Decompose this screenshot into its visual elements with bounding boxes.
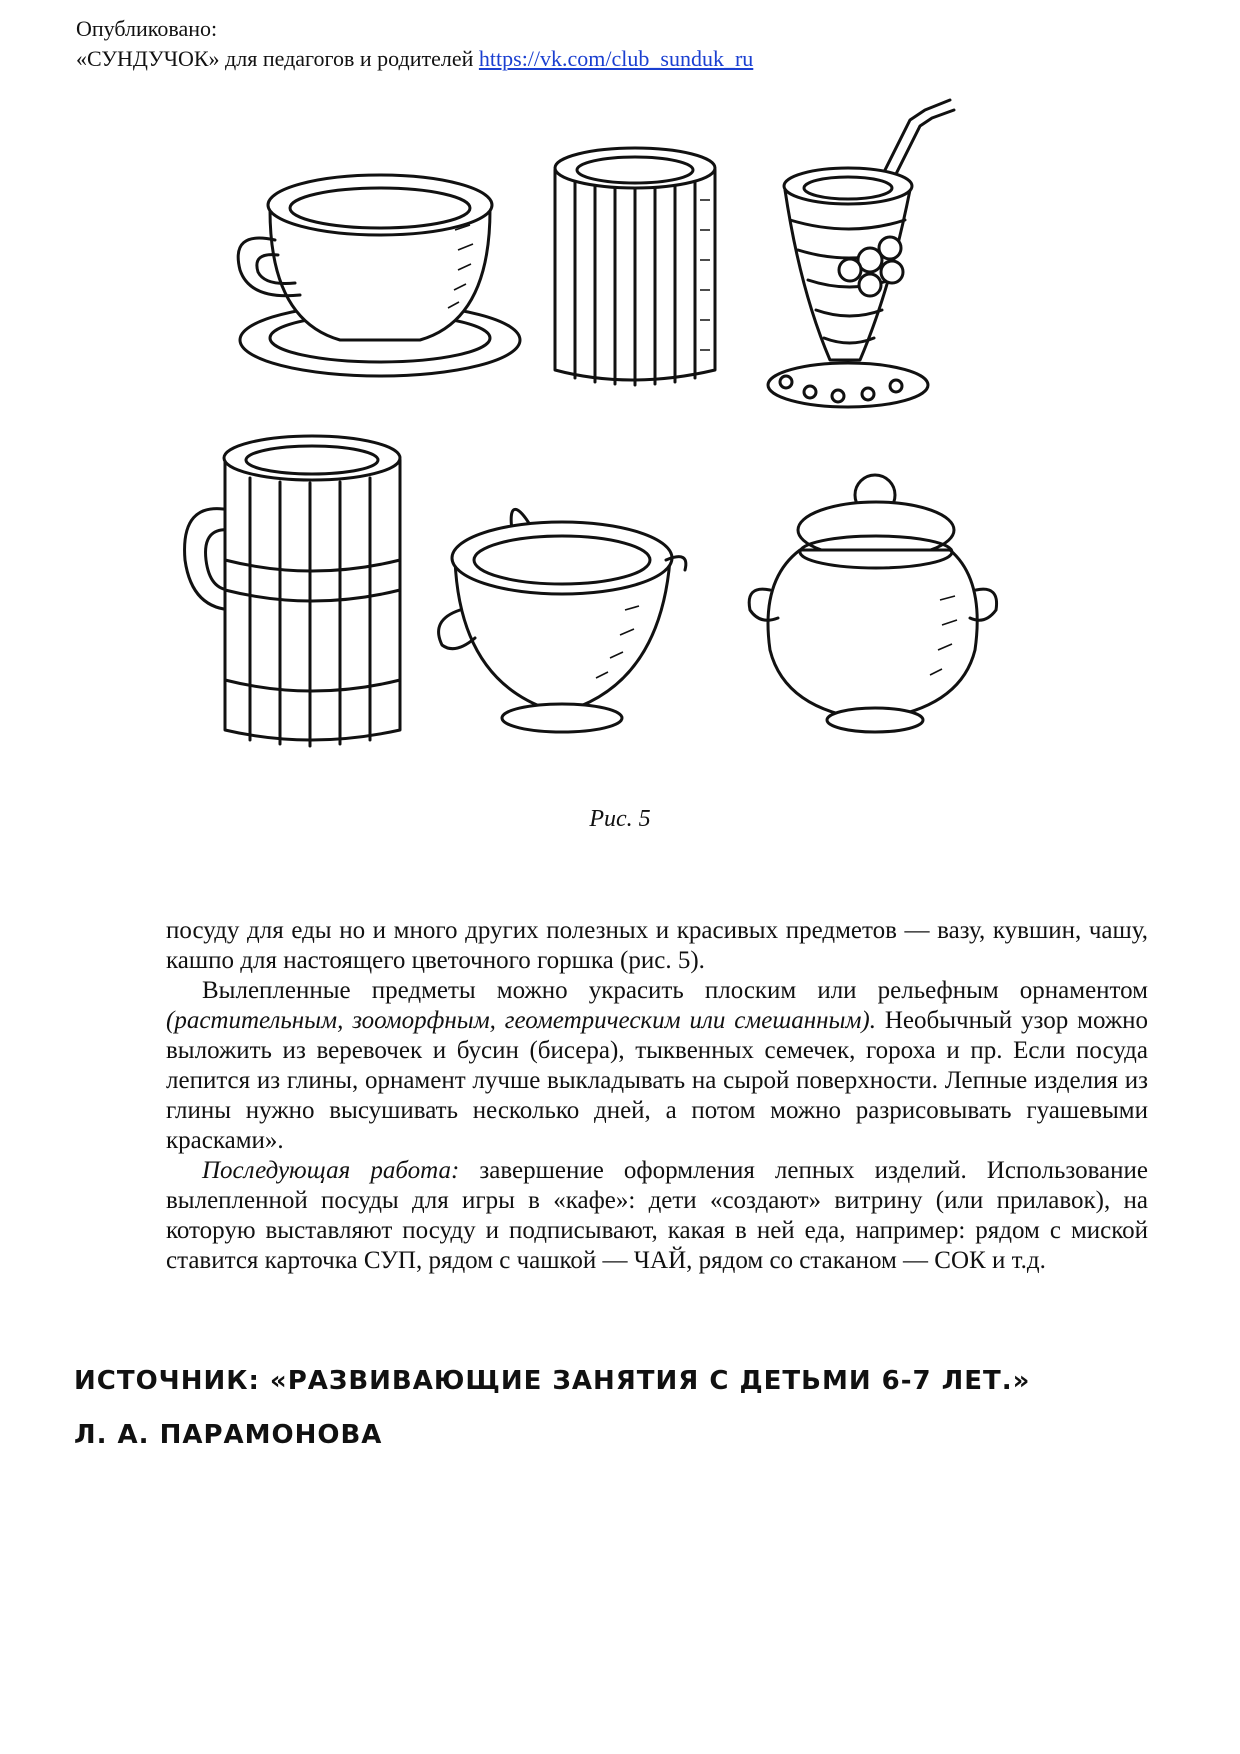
publisher-link[interactable]: https://vk.com/club_sunduk_ru <box>478 46 754 71</box>
paragraph-3-end: завершение оформления лепных изделий. Использование вылепленной посуды для игры в «кафе»: дети «создают» витрину (или прилавок), на которую выставляют посуду и подписывают, какая в ней еда, например: рядом с миской ставится карточка СУП, рядом с чашкой — ЧАЙ, рядом со стаканом — СОК и т.д. <box>166 1157 1149 1274</box>
figure-caption: Рис. 5 <box>589 806 651 832</box>
publisher-text: «СУНДУЧОК» для педагогов и родителей <box>76 46 474 71</box>
paragraph-2-italic: (растительным, зооморфным, геометрическим или смешанным). <box>166 1007 876 1034</box>
paragraph-2-end: Необычный узор можно выложить из веревочек и бусин (бисера), тыквенных семечек, гороха и пр. Если посуда лепится из глины, орнамент лучше выкладывать на сырой поверхности. Лепные изделия из глины нужно высушивать несколько дней, а потом можно разрисовывать гуашевыми красками». <box>166 1007 1148 1154</box>
article-body <box>166 916 1148 1276</box>
vase-with-straw-drawing <box>768 100 954 407</box>
paragraph-1: посуду для еды но и много других полезных и красивых предметов — вазу, кувшин, чашу, кашпо для настоящего цветочного горшка (рис. 5). <box>166 917 1148 974</box>
paragraph-2 <box>166 976 1148 1156</box>
barrel-mug-drawing <box>185 436 400 746</box>
paragraph-3 <box>166 1156 1148 1276</box>
author-line: Л. А. ПАРАМОНОВА <box>74 1420 383 1450</box>
bowl-with-spoon-drawing <box>439 505 686 732</box>
publication-header <box>76 14 753 74</box>
publisher-line <box>76 44 753 74</box>
cup-with-saucer-drawing <box>238 175 520 376</box>
fluted-glass-drawing <box>555 148 715 385</box>
source-line: ИСТОЧНИК: «РАЗВИВАЮЩИЕ ЗАНЯТИЯ С ДЕТЬМИ 6-7 ЛЕТ.» <box>74 1366 1031 1396</box>
published-label: Опубликовано: <box>76 16 218 41</box>
paragraph-3-italic: Последующая работа: <box>202 1157 460 1184</box>
paragraph-2-start: Вылепленные предметы можно украсить плоским или рельефным орнаментом <box>202 977 1148 1004</box>
tableware-illustration <box>170 90 1130 790</box>
lidded-pot-drawing <box>749 475 996 732</box>
